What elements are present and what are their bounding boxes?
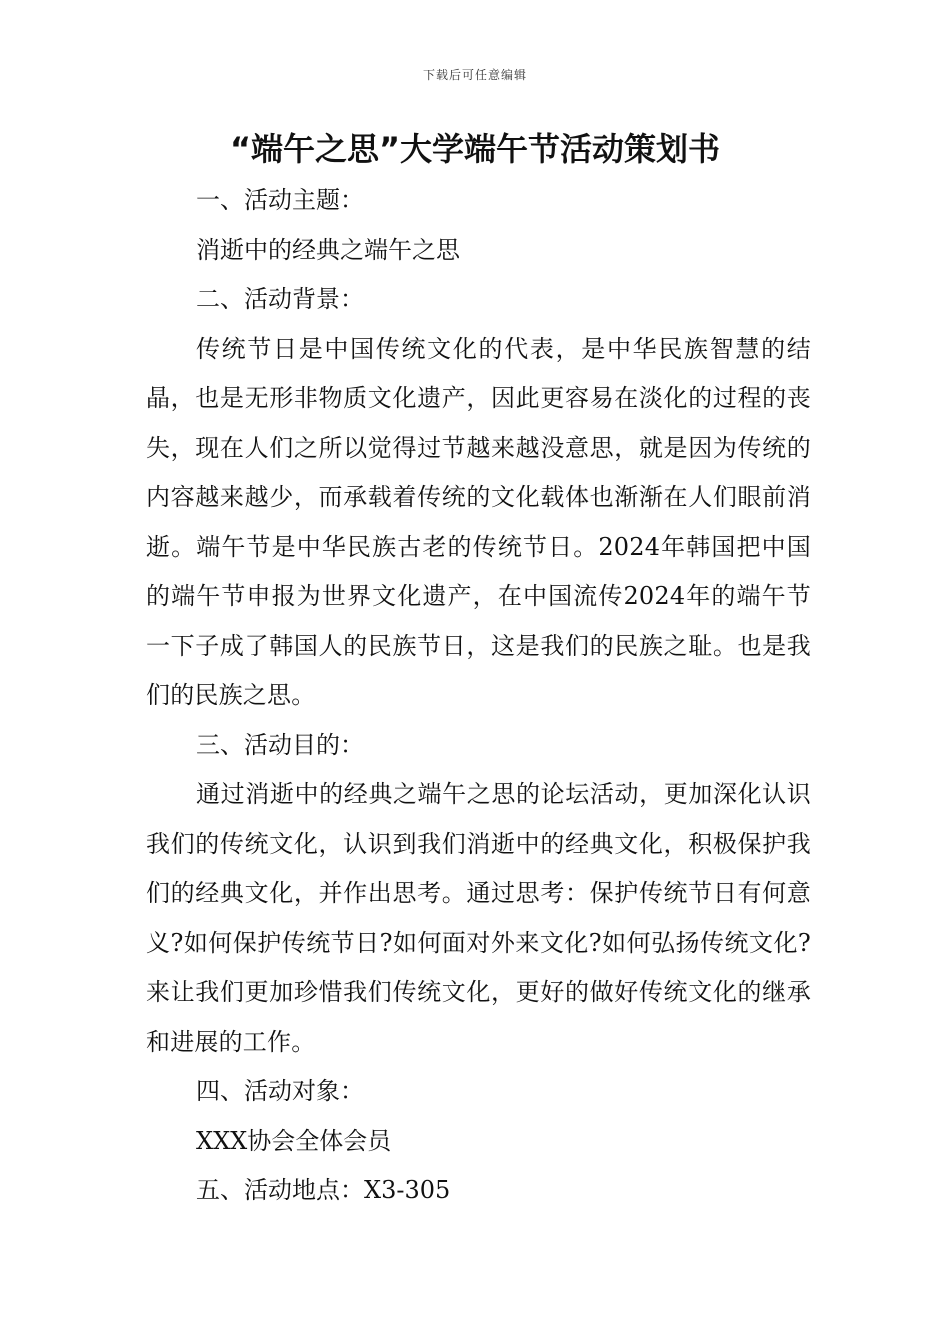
location-line: 五、活动地点：X3-305 [196,1176,451,1204]
purpose-heading: 三、活动目的： [196,730,364,759]
document-body [146,176,811,1216]
background-paragraph: 传统节日是中国传统文化的代表，是中华民族智慧的结晶，也是无形非物质文化遗产，因此更容易在淡化的过程的丧失，现在人们之所以觉得过节越来越没意思，就是因为传统的内容越来越少，而承载着传统的文化载体也渐渐在人们眼前消逝。端午节是中华民族古老的传统节日。2024年韩国把中国的端午节申报为世界文化遗产，在中国流传2024年的端午节一下子成了韩国人的民族节日，这是我们的民族之耻。也是我们的民族之思。 [146,334,811,709]
target-heading: 四、活动对象： [196,1077,364,1105]
theme-heading: 一、活动主题： [196,186,364,214]
document-title: “端午之思”大学端午节活动策划书 [229,130,721,168]
background-heading: 二、活动背景： [196,285,364,313]
header-note: 下载后可任意编辑 [422,68,527,82]
purpose-paragraph: 通过消逝中的经典之端午之思的论坛活动，更加深化认识我们的传统文化，认识到我们消逝中的经典文化，积极保护我们的经典文化，并作出思考。通过思考：保护传统节日有何意义?如何保护传统节日?如何面对外来文化?如何弘扬传统文化?来让我们更加珍惜我们传统文化，更好的做好传统文化的继承和进展的工作。 [146,780,811,1056]
theme-text: 消逝中的经典之端午之思 [196,235,460,264]
target-text: XXX协会全体会员 [196,1126,392,1155]
